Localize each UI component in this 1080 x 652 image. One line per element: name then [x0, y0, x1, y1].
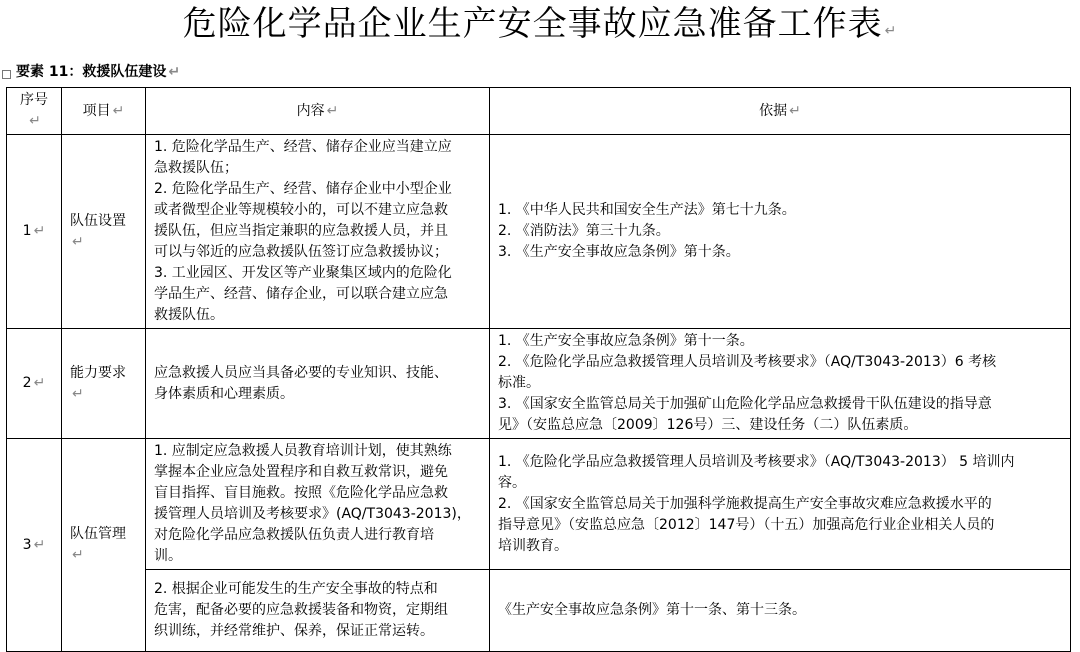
basis-line: 培训教育。 [498, 537, 568, 554]
content-line: 对危险化学品应急救援队伍负责人进行教育培 [154, 527, 434, 543]
basis-line: 标准。 [498, 375, 540, 391]
header-num: 序号↵ [7, 88, 62, 135]
header-row [7, 88, 1071, 135]
row-basis [490, 135, 1071, 329]
content-line: 危害，配备必要的应急救援装备和物资，定期组 [154, 602, 448, 618]
basis-line: 2. 《国家安全监管总局关于加强科学施救提高生产安全事故灾难应急救援水平的 [498, 495, 992, 512]
content-line: 2. 危险化学品生产、经营、储存企业中小型企业 [154, 181, 452, 197]
content-line: 掌握本企业应急处置程序和自救互救常识，避免 [154, 464, 448, 480]
content-line: 2. 根据企业可能发生的生产安全事故的特点和 [154, 581, 438, 597]
row-basis [490, 439, 1071, 570]
table-row [7, 329, 1071, 439]
row-content [146, 570, 490, 652]
basis-line: 2. 《消防法》第三十九条。 [498, 223, 670, 239]
header-basis: 依据 ↵ [490, 88, 1071, 135]
content-line: 1. 应制定应急救援人员教育培训计划，使其熟练 [154, 443, 452, 459]
table-anchor-icon [2, 70, 11, 79]
table-row [7, 570, 1071, 652]
content-line: 援队伍，但应当指定兼职的应急救援人员，并且 [154, 223, 448, 239]
element-label: 要素 11：救援队伍建设 ↵ [16, 64, 181, 80]
basis-line: 见》（安监总应急〔2009〕126号）三、建设任务（二）队伍素质。 [498, 417, 918, 433]
content-line: 盲目指挥、盲目施救。按照《危险化学品应急救 [154, 485, 448, 501]
content-line: 1. 危险化学品生产、经营、储存企业应当建立应 [154, 139, 452, 155]
content-line: 援管理人员培训及考核要求》(AQ/T3043-2013)， [154, 506, 471, 522]
row-content [146, 329, 490, 439]
content-line: 3. 工业园区、开发区等产业聚集区域内的危险化 [154, 265, 452, 281]
basis-line: 3. 《国家安全监管总局关于加强矿山危险化学品应急救援骨干队伍建设的指导意 [498, 396, 992, 412]
basis-line: 1. 《生产安全事故应急条例》第十一条。 [498, 333, 754, 349]
content-line: 织训练，并经常维护、保养，保证正常运转。 [154, 623, 434, 639]
basis-line: 《生产安全事故应急条例》第十一条、第十三条。 [498, 602, 806, 618]
content-line: 救援队伍。 [154, 307, 224, 323]
row-number: 3 ↵ [7, 439, 62, 652]
row-basis [490, 329, 1071, 439]
row-content [146, 439, 490, 570]
basis-line: 2. 《危险化学品应急救援管理人员培训及考核要求》（AQ/T3043-2013）6 考核 [498, 354, 997, 370]
content-line: 身体素质和心理素质。 [154, 385, 294, 402]
basis-line: 1. 《中华人民共和国安全生产法》第七十九条。 [498, 202, 796, 218]
row-basis [490, 570, 1071, 652]
row-item: 能力要求↵ [62, 329, 146, 439]
basis-line: 1. 《危险化学品应急救援管理人员培训及考核要求》（AQ/T3043-2013） 5 培训内 [498, 453, 1015, 470]
content-line: 急救援队伍； [154, 160, 238, 176]
header-content: 内容 ↵ [146, 88, 490, 135]
basis-line: 指导意见》（安监总应急〔2012〕147号）（十五）加强高危行业企业相关人员的 [498, 516, 995, 533]
work-table [6, 87, 1071, 652]
row-number: 2 ↵ [7, 329, 62, 439]
basis-line: 容。 [498, 474, 526, 491]
content-line: 学品生产、经营、储存企业，可以联合建立应急 [154, 286, 448, 302]
row-item: 队伍设置↵ [62, 135, 146, 329]
content-line: 可以与邻近的应急救援队伍签订应急救援协议； [154, 244, 448, 260]
content-line: 应急救援人员应当具备必要的专业知识、技能、 [154, 364, 448, 381]
row-item: 队伍管理↵ [62, 439, 146, 652]
row-number: 1 ↵ [7, 135, 62, 329]
table-row [7, 135, 1071, 329]
basis-line: 3. 《生产安全事故应急条例》第十条。 [498, 244, 740, 260]
header-item: 项目 ↵ [62, 88, 146, 135]
document-title: 危险化学品企业生产安全事故应急准备工作表 ↵ [182, 4, 898, 44]
content-line: 或者微型企业等规模较小的，可以不建立应急救 [154, 202, 448, 218]
content-line: 训。 [154, 548, 182, 564]
row-content [146, 135, 490, 329]
table-row [7, 439, 1071, 570]
